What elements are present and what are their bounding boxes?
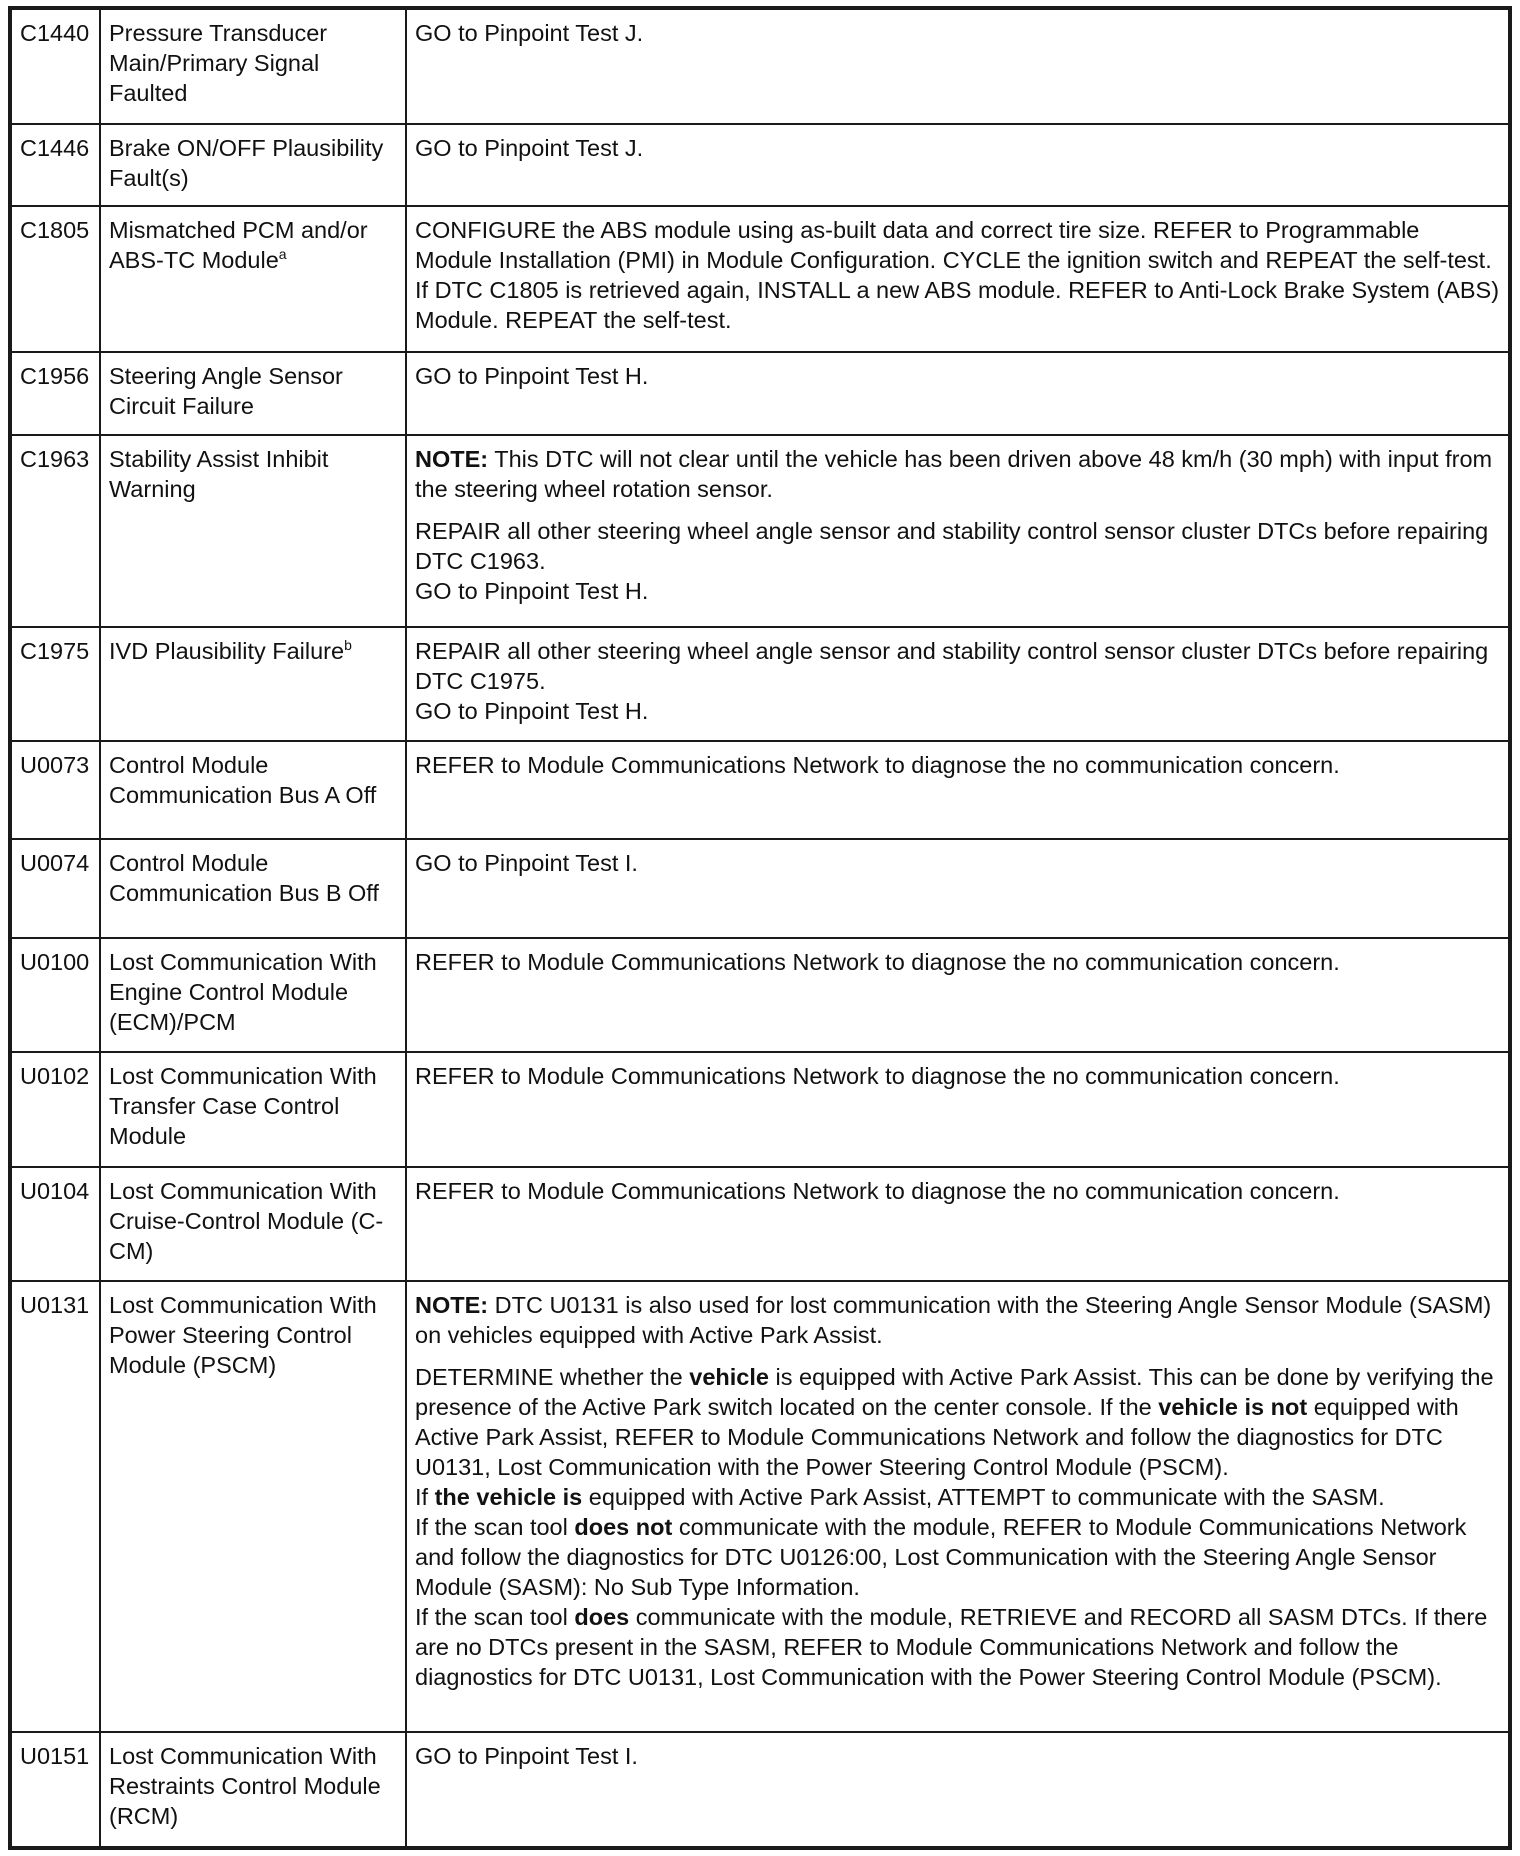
text-run: If: [415, 1484, 435, 1511]
dtc-action: GO to Pinpoint Test H.: [406, 352, 1510, 434]
dtc-description: Mismatched PCM and/or ABS-TC Module: [109, 216, 368, 273]
dtc-action-cell: [406, 1281, 1510, 1732]
bold-run: vehicle: [1158, 1394, 1238, 1421]
dtc-code: U0100: [10, 938, 100, 1052]
note-label: NOTE:: [415, 445, 489, 472]
dtc-description-cell: [100, 627, 406, 741]
action-paragraph: [415, 1512, 1500, 1602]
dtc-action: GO to Pinpoint Test I.: [406, 839, 1510, 937]
table-row: [10, 627, 1510, 741]
footnote-marker: a: [278, 245, 287, 262]
bold-run: the vehicle: [434, 1484, 557, 1511]
dtc-code: C1805: [10, 206, 100, 353]
dtc-action: REFER to Module Communications Network to diagnose the no communication concern.: [406, 741, 1510, 839]
table-row: [10, 124, 1510, 206]
dtc-description: Lost Communication With Engine Control Module (ECM)/PCM: [100, 938, 406, 1052]
dtc-action: CONFIGURE the ABS module using as-built data and correct tire size. REFER to Programmable Module Installation (PMI) in Module Configuration. CYCLE the ignition switch and REPEAT the self-test. If DTC C1805 is retrieved again, INSTALL a new ABS module. REFER to Anti-Lock Brake System (ABS) Module. REPEAT the self-test.: [406, 206, 1510, 353]
action-line: GO to Pinpoint Test H.: [415, 697, 649, 724]
text-run: If the scan tool: [415, 1514, 575, 1541]
action-paragraph: [415, 1602, 1500, 1692]
footnote-marker: b: [344, 636, 352, 653]
dtc-table: [8, 6, 1512, 1850]
dtc-code: C1446: [10, 124, 100, 206]
note-paragraph: [415, 1290, 1500, 1350]
dtc-code: C1975: [10, 627, 100, 741]
table-row: [10, 1281, 1510, 1732]
text-run: If the scan tool: [415, 1604, 575, 1631]
table-row: [10, 839, 1510, 937]
bold-run: is: [562, 1484, 583, 1511]
action-line: REPAIR all other steering wheel angle sensor and stability control sensor cluster DTCs before repairing DTC C1963.: [415, 517, 1489, 574]
dtc-description: Brake ON/OFF Plausibility Fault(s): [100, 124, 406, 206]
table-row: [10, 1167, 1510, 1281]
dtc-description: Lost Communication With Power Steering Control Module (PSCM): [100, 1281, 406, 1732]
action-line: GO to Pinpoint Test H.: [415, 577, 649, 604]
bold-run: does: [574, 1604, 630, 1631]
dtc-description: Steering Angle Sensor Circuit Failure: [100, 352, 406, 434]
dtc-code: C1963: [10, 435, 100, 627]
dtc-description: Lost Communication With Restraints Control Module (RCM): [100, 1732, 406, 1848]
action-line: REPAIR all other steering wheel angle sensor and stability control sensor cluster DTCs before repairing DTC C1975.: [415, 637, 1489, 694]
text-run: communicate with the module, REFER to Module Communications Network and follow the diagnostics for DTC U0126:00, Lost Communication with the Steering Angle Sensor Module (SASM): No Sub Type Information.: [415, 1514, 1467, 1601]
text-run: equipped with Active Park Assist, ATTEMPT to communicate with the SASM.: [582, 1484, 1385, 1511]
dtc-action: REFER to Module Communications Network to diagnose the no communication concern.: [406, 938, 1510, 1052]
dtc-code: U0102: [10, 1052, 100, 1166]
dtc-action: GO to Pinpoint Test J.: [406, 8, 1510, 124]
dtc-action-cell: [406, 627, 1510, 741]
dtc-action: REFER to Module Communications Network to diagnose the no communication concern.: [406, 1052, 1510, 1166]
text-run: communicate with the module, RETRIEVE and RECORD all SASM DTCs. If there are no DTCs present in the SASM, REFER to Module Communications Network and follow the diagnostics for DTC U0131, Lost Communication with the Power Steering Control Module (PSCM).: [415, 1604, 1488, 1691]
dtc-code: U0151: [10, 1732, 100, 1848]
text-run: is equipped with Active Park Assist. This can be done by verifying the presence of the Active Park switch located on the center console. If the: [415, 1364, 1494, 1421]
text-run: equipped with Active Park Assist, REFER to Module Communications Network and follow the diagnostics for DTC U0131, Lost Communication with the Power Steering Control Module (PSCM).: [415, 1394, 1459, 1481]
dtc-code: C1956: [10, 352, 100, 434]
dtc-description: Lost Communication With Cruise-Control Module (C-CM): [100, 1167, 406, 1281]
bold-run: is not: [1244, 1394, 1308, 1421]
table-row: [10, 1052, 1510, 1166]
table-row: [10, 435, 1510, 627]
dtc-description: Pressure Transducer Main/Primary Signal Faulted: [100, 8, 406, 124]
dtc-description: Stability Assist Inhibit Warning: [100, 435, 406, 627]
dtc-description-cell: [100, 206, 406, 353]
table-row: [10, 206, 1510, 353]
text-run: DETERMINE whether the: [415, 1364, 690, 1391]
bold-run: does not: [574, 1514, 673, 1541]
dtc-action: REFER to Module Communications Network to diagnose the no communication concern.: [406, 1167, 1510, 1281]
dtc-description: Control Module Communication Bus A Off: [100, 741, 406, 839]
dtc-code: C1440: [10, 8, 100, 124]
dtc-code: U0131: [10, 1281, 100, 1732]
dtc-description: Control Module Communication Bus B Off: [100, 839, 406, 937]
table-row: [10, 8, 1510, 124]
dtc-action: GO to Pinpoint Test I.: [406, 1732, 1510, 1848]
dtc-action-cell: [406, 435, 1510, 627]
table-row: [10, 352, 1510, 434]
dtc-description: IVD Plausibility Failure: [109, 637, 345, 664]
note-text: This DTC will not clear until the vehicle has been driven above 48 km/h (30 mph) with input from the steering wheel rotation sensor.: [415, 445, 1493, 502]
note-label: NOTE:: [415, 1292, 489, 1319]
note-text: DTC U0131 is also used for lost communication with the Steering Angle Sensor Module (SASM) on vehicles equipped with Active Park Assist.: [415, 1292, 1492, 1349]
dtc-description: Lost Communication With Transfer Case Control Module: [100, 1052, 406, 1166]
table-row: [10, 741, 1510, 839]
bold-run: vehicle: [689, 1364, 769, 1391]
action-paragraph: [415, 1362, 1500, 1482]
dtc-action: GO to Pinpoint Test J.: [406, 124, 1510, 206]
note-paragraph: [415, 444, 1500, 504]
dtc-code: U0104: [10, 1167, 100, 1281]
action-paragraph: [415, 1482, 1500, 1512]
dtc-code: U0073: [10, 741, 100, 839]
table-row: [10, 938, 1510, 1052]
table-row: [10, 1732, 1510, 1848]
dtc-code: U0074: [10, 839, 100, 937]
